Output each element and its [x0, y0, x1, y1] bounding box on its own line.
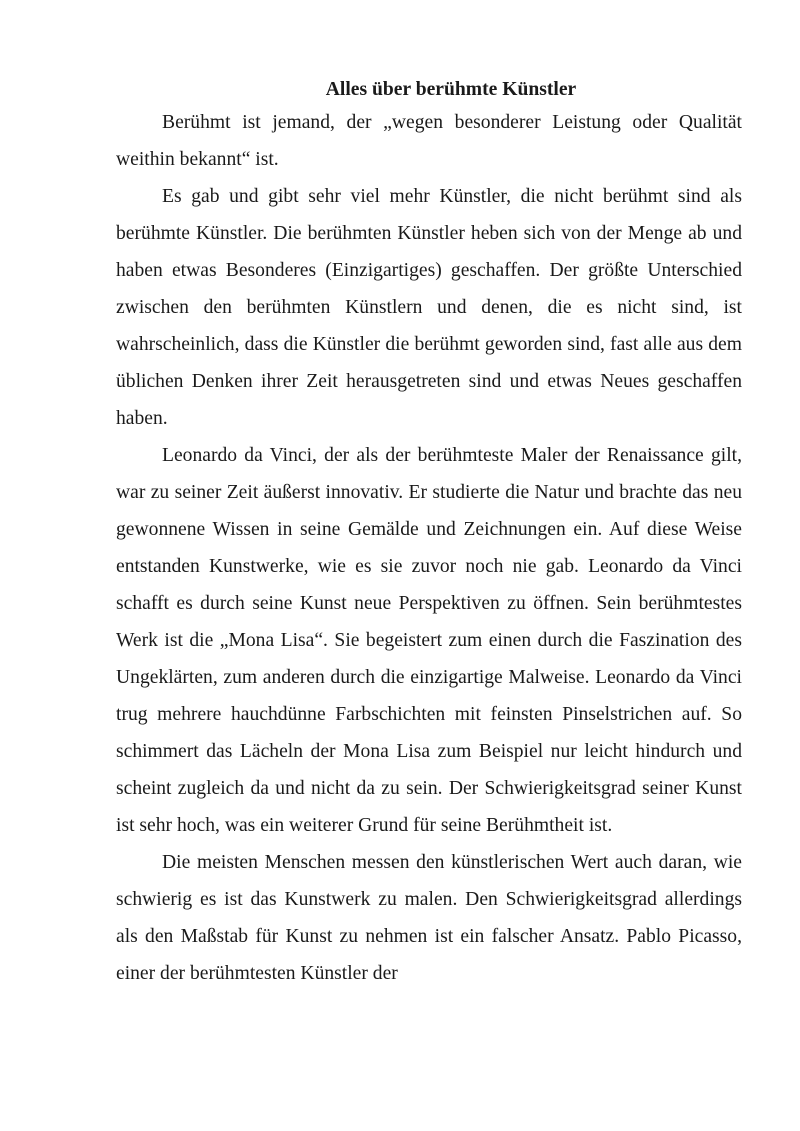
- paragraph-definition: Berühmt ist jemand, der „wegen besonderer Leistung oder Qualität weithin bekannt“ ist.: [116, 112, 742, 170]
- paragraph-famous-vs-unknown: Es gab und gibt sehr viel mehr Künstler, die nicht berühmt sind als berühmte Künstler. Die berühmten Künstler heben sich von der Menge ab und haben etwas Besonderes (Einzigartiges) geschaffen. Der größte Unterschied zwischen den berühmten Künstlern und denen, die es nicht sind, ist wahrscheinlich, dass die Künstler die berühmt geworden sind, fast alle aus dem üblichen Denken ihrer Zeit herausgetreten sind und etwas Neues geschaffen haben.: [116, 186, 742, 429]
- page-title: Alles über berühmte Künstler: [325, 79, 577, 100]
- paragraph-leonardo-da-vinci: Leonardo da Vinci, der als der berühmteste Maler der Renaissance gilt, war zu seiner Zeit äußerst innovativ. Er studierte die Natur und brachte das neu gewonnene Wissen in seine Gemälde und Zeichnungen ein. Auf diese Weise entstanden Kunstwerke, wie es sie zuvor noch nie gab. Leonardo da Vinci schafft es durch seine Kunst neue Perspektiven zu öffnen. Sein berühmtestes Werk ist die „Mona Lisa“. Sie begeistert zum einen durch die Faszination des Ungeklärten, zum anderen durch die einzigartige Malweise. Leonardo da Vinci trug mehrere hauchdünne Farbschichten mit feinsten Pinselstrichen auf. So schimmert das Lächeln der Mona Lisa zum Beispiel nur leicht hindurch und scheint zugleich da und nicht da zu sein. Der Schwierigkeitsgrad seiner Kunst ist sehr hoch, was ein weiterer Grund für seine Berühmtheit ist.: [116, 445, 742, 836]
- paragraph-difficulty-picasso: Die meisten Menschen messen den künstlerischen Wert auch daran, wie schwierig es ist das Kunstwerk zu malen. Den Schwierigkeitsgrad allerdings als den Maßstab für Kunst zu nehmen ist ein falscher Ansatz. Pablo Picasso, einer der berühmtesten Künstler der: [116, 852, 742, 984]
- document-body: [116, 75, 742, 992]
